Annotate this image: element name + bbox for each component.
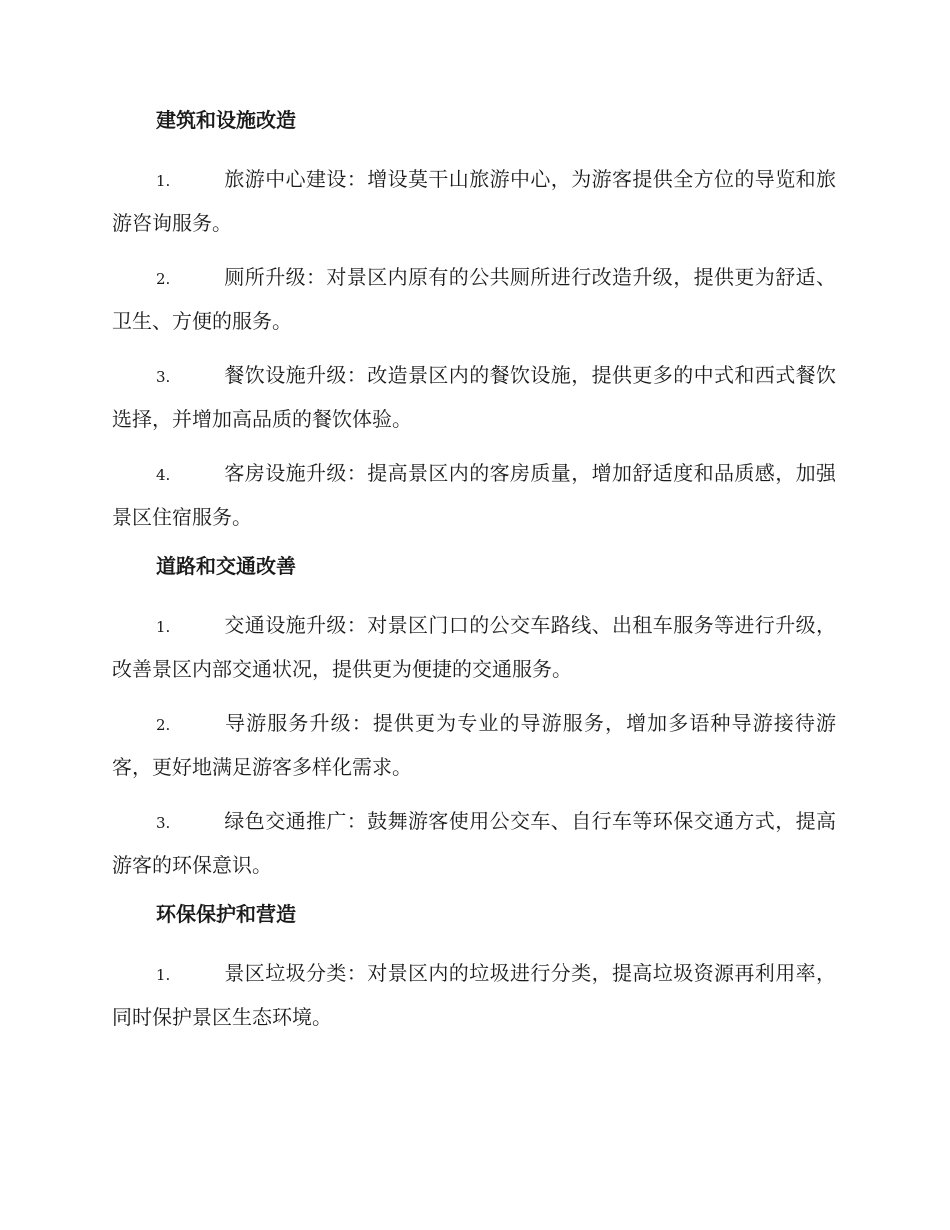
item-number: 2. xyxy=(156,270,171,288)
list-item xyxy=(112,952,836,1038)
list-item xyxy=(112,354,836,440)
list-item xyxy=(112,800,836,886)
item-number: 3. xyxy=(156,814,171,832)
item-text: 客房设施升级：提高景区内的客房质量，增加舒适度和品质感，加强景区住宿服务。 xyxy=(112,461,836,529)
section-heading: 道路和交通改善 xyxy=(156,554,296,578)
section-transport xyxy=(112,550,836,886)
item-text: 餐饮设施升级：改造景区内的餐饮设施，提供更多的中式和西式餐饮选择，并增加高品质的餐饮体验。 xyxy=(112,363,836,431)
section-buildings xyxy=(112,104,836,538)
list-item xyxy=(112,256,836,342)
item-text: 绿色交通推广：鼓舞游客使用公交车、自行车等环保交通方式，提高游客的环保意识。 xyxy=(112,809,836,877)
item-number: 4. xyxy=(156,466,171,484)
document-page xyxy=(112,104,836,1050)
list-item xyxy=(112,158,836,244)
item-text: 厕所升级：对景区内原有的公共厕所进行改造升级，提供更为舒适、卫生、方便的服务。 xyxy=(112,265,836,333)
item-text: 旅游中心建设：增设莫干山旅游中心，为游客提供全方位的导览和旅游咨询服务。 xyxy=(112,167,836,235)
item-number: 3. xyxy=(156,368,171,386)
list-item xyxy=(112,452,836,538)
item-text: 交通设施升级：对景区门口的公交车路线、出租车服务等进行升级，改善景区内部交通状况，提供更为便捷的交通服务。 xyxy=(112,613,836,681)
section-heading: 环保保护和营造 xyxy=(156,902,296,926)
item-number: 1. xyxy=(156,966,171,984)
item-number: 1. xyxy=(156,618,171,636)
item-text: 导游服务升级：提供更为专业的导游服务，增加多语种导游接待游客，更好地满足游客多样化需求。 xyxy=(112,711,836,779)
item-text: 景区垃圾分类：对景区内的垃圾进行分类，提高垃圾资源再利用率，同时保护景区生态环境。 xyxy=(112,961,836,1029)
list-item xyxy=(112,604,836,690)
list-item xyxy=(112,702,836,788)
section-environment xyxy=(112,898,836,1038)
item-number: 2. xyxy=(156,716,171,734)
section-heading: 建筑和设施改造 xyxy=(156,108,296,132)
item-number: 1. xyxy=(156,172,171,190)
